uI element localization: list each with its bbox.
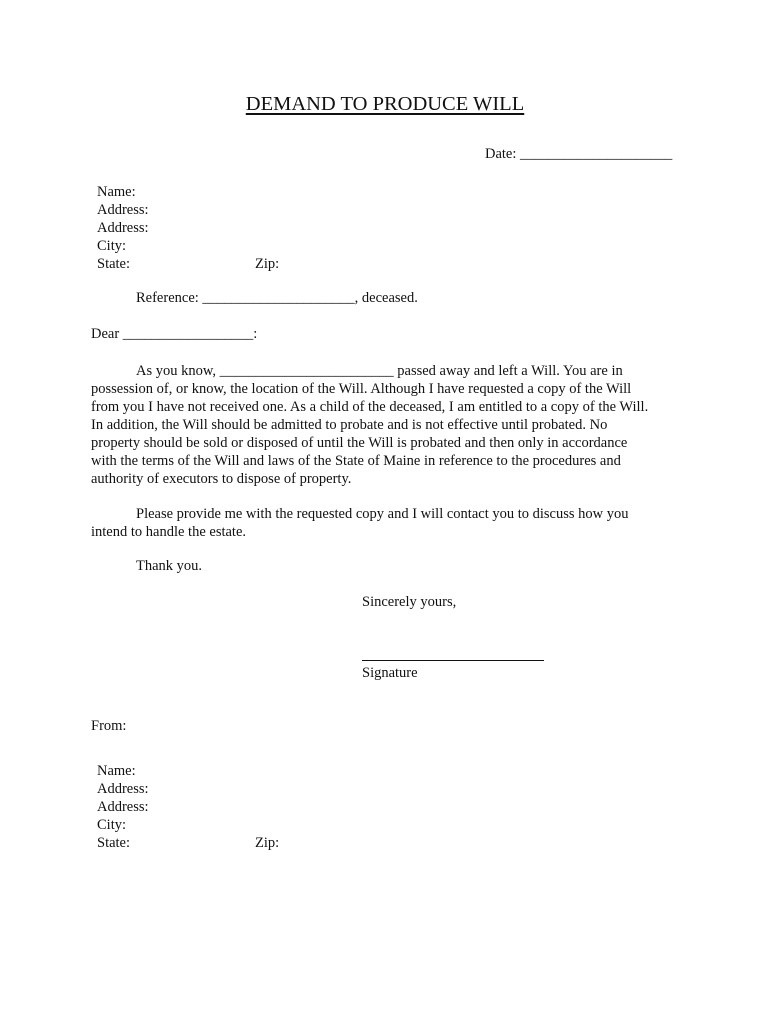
closing-line: Please provide me with the requested copy and I will contact you to discuss how you bbox=[136, 506, 629, 522]
date-line: Date: _____________________ bbox=[485, 146, 673, 162]
recipient-address2-label: Address: bbox=[97, 220, 149, 236]
signature-label: Signature bbox=[362, 665, 418, 681]
reference-line: Reference: _____________________, deceased. bbox=[136, 290, 418, 306]
recipient-state-label: State: bbox=[97, 256, 131, 272]
document-title: DEMAND TO PRODUCE WILL bbox=[245, 93, 525, 115]
body-line: possession of, or know, the location of the Will. Although I have requested a copy of the Will bbox=[91, 381, 632, 397]
body-line: from you I have not received one. As a child of the deceased, I am entitled to a copy of the Will. bbox=[91, 399, 649, 415]
body-line: In addition, the Will should be admitted to probate and is not effective until probated. No bbox=[91, 417, 608, 433]
sign-off-text: Sincerely yours, bbox=[362, 594, 457, 610]
closing-line: intend to handle the estate. bbox=[91, 524, 247, 540]
sender-address2-label: Address: bbox=[97, 799, 149, 815]
recipient-name-label: Name: bbox=[97, 184, 136, 200]
body-line: As you know, ________________________ passed away and left a Will. You are in bbox=[136, 363, 623, 379]
recipient-zip-label: Zip: bbox=[255, 256, 280, 272]
closing-paragraph bbox=[91, 505, 691, 541]
recipient-city-label: City: bbox=[97, 238, 127, 254]
signature-line bbox=[362, 660, 544, 661]
sender-zip-label: Zip: bbox=[255, 835, 280, 851]
sender-name-label: Name: bbox=[97, 763, 136, 779]
body-line: property should be sold or disposed of until the Will is probated and then only in accordance bbox=[91, 435, 628, 451]
salutation: Dear __________________: bbox=[91, 326, 258, 342]
sender-state-label: State: bbox=[97, 835, 131, 851]
from-label: From: bbox=[91, 718, 127, 734]
thank-you-text: Thank you. bbox=[136, 558, 203, 574]
body-paragraph bbox=[91, 362, 691, 488]
sender-address1-label: Address: bbox=[97, 781, 149, 797]
recipient-address1-label: Address: bbox=[97, 202, 149, 218]
body-line: with the terms of the Will and laws of the State of Maine in reference to the procedures and bbox=[91, 453, 621, 469]
body-line: authority of executors to dispose of property. bbox=[91, 471, 352, 487]
sender-city-label: City: bbox=[97, 817, 127, 833]
